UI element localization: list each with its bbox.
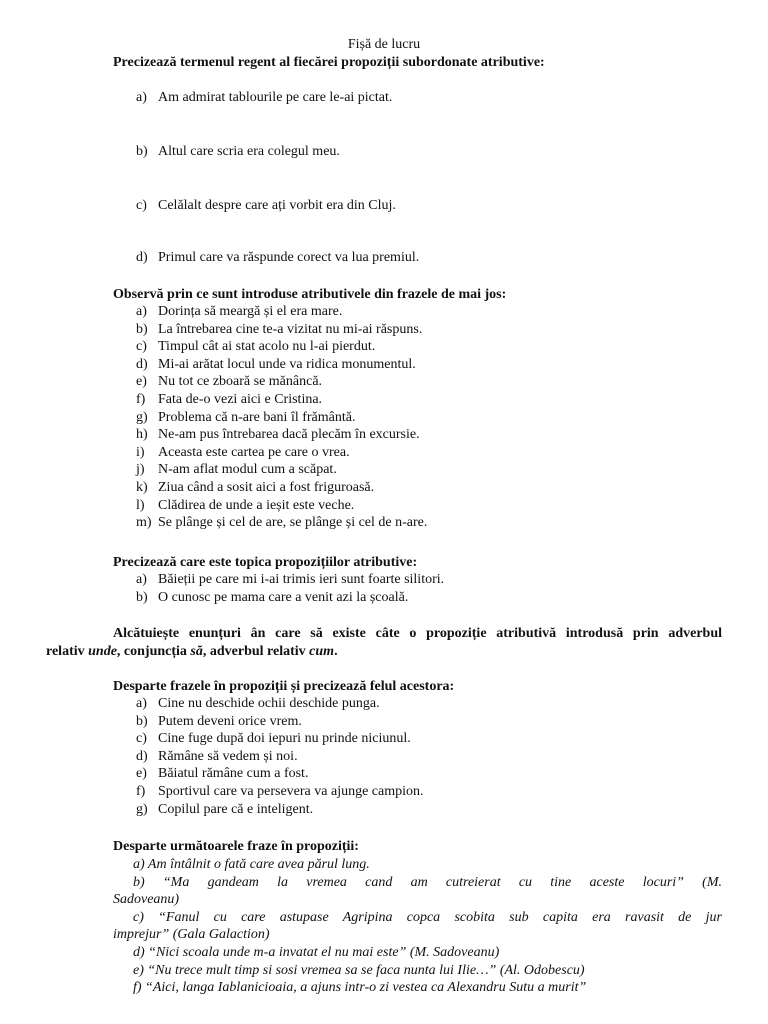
item-text: Fata de-o vezi aici e Cristina. — [158, 391, 323, 407]
list-item — [136, 571, 444, 589]
sentence-e: e) “Nu trece mult timp si sosi vremea sa se faca nunta lui Ilie…” (Al. Odobescu) — [133, 962, 585, 978]
list-item — [136, 514, 427, 532]
item-marker: f) — [136, 391, 146, 407]
exercise-6-list — [113, 856, 722, 997]
item-marker: e) — [136, 766, 147, 782]
list-item — [136, 356, 427, 374]
item-marker: c) — [136, 339, 147, 355]
keyword-cum: cum — [309, 643, 335, 659]
item-text: Putem deveni orice vrem. — [158, 713, 302, 729]
item-marker: e) — [136, 374, 147, 390]
exercise-2-list — [136, 303, 427, 532]
item-text: Cine nu deschide ochii deschide punga. — [158, 696, 380, 711]
exercise-1-item-a — [136, 89, 392, 107]
item-text: Dorința să meargă și el era mare. — [158, 304, 343, 319]
instruction-line-1: Alcătuiește enunțuri ân care să existe câte o propoziție atributivă introdusă prin adverbul — [113, 626, 722, 641]
item-text: N-am aflat modul cum a scăpat. — [158, 462, 337, 478]
item-marker: g) — [136, 409, 148, 425]
item-marker: m) — [136, 515, 152, 531]
item-text: Aceasta este cartea pe care o vrea. — [158, 444, 350, 460]
exercise-4-instruction — [46, 625, 722, 660]
item-text: Celălalt despre care ați vorbit era din Cluj. — [158, 198, 396, 213]
sentence-b-line-2: Sadoveanu) — [113, 892, 180, 908]
item-marker: b) — [136, 321, 148, 337]
instruction-line-2 — [46, 643, 655, 661]
list-item — [136, 497, 427, 515]
item-text: Nu tot ce zboară se mănâncă. — [158, 374, 323, 390]
item-text: O cunosc pe mama care a venit azi la școală. — [158, 589, 409, 605]
item-marker: b) — [136, 589, 148, 605]
item-text: Sportivul care va persevera va ajunge campion. — [158, 783, 424, 799]
list-item — [136, 730, 424, 748]
keyword-unde: unde — [88, 643, 117, 659]
item-marker: d) — [136, 748, 148, 764]
item-text: Clădirea de unde a ieșit este veche. — [158, 497, 355, 513]
list-item — [136, 713, 424, 731]
sentence-a: a) Am întâlnit o fată care avea părul lung. — [133, 857, 370, 872]
list-item — [136, 321, 427, 339]
item-marker: d) — [136, 250, 148, 265]
item-text: Băieții pe care mi i-ai trimis ieri sunt foarte silitori. — [158, 572, 445, 587]
item-marker: a) — [136, 304, 147, 319]
item-text: Primul care va răspunde corect va lua premiul. — [158, 250, 420, 265]
item-text: Băiatul rămâne cum a fost. — [158, 766, 309, 782]
item-text: Se plânge și cel de are, se plânge și cel de n-are. — [158, 515, 428, 531]
item-marker: j) — [136, 462, 145, 478]
item-marker: k) — [136, 479, 148, 495]
exercise-6-heading: Desparte următoarele fraze în propoziții: — [113, 839, 359, 854]
list-item — [136, 444, 427, 462]
list-item — [136, 589, 444, 607]
item-marker: c) — [136, 731, 147, 747]
exercise-3-heading: Precizează care este topica propozițiilor atributive: — [113, 555, 418, 570]
list-item — [136, 801, 424, 819]
list-item — [136, 765, 424, 783]
instruction-text: , adverbul relativ — [202, 643, 310, 659]
list-item — [136, 479, 427, 497]
item-text: Ziua când a sosit aici a fost friguroasă. — [158, 479, 375, 495]
list-item — [136, 409, 427, 427]
instruction-text: , conjuncția — [116, 643, 191, 659]
list-item — [136, 461, 427, 479]
item-text: La întrebarea cine te-a vizitat nu mi-ai răspuns. — [158, 321, 423, 337]
list-item — [136, 338, 427, 356]
exercise-1-heading: Precizează termenul regent al fiecărei propoziții subordonate atributive: — [113, 55, 545, 70]
instruction-text: relativ — [46, 643, 89, 659]
list-item — [136, 373, 427, 391]
page-title: Fișă de lucru — [347, 37, 421, 52]
exercise-1-item-d — [136, 249, 419, 267]
exercise-3-list — [136, 571, 444, 606]
list-item — [136, 783, 424, 801]
item-text: Timpul cât ai stat acolo nu l-ai pierdut. — [158, 339, 376, 355]
instruction-text: . — [334, 643, 338, 659]
list-item — [136, 695, 424, 713]
item-marker: a) — [136, 696, 147, 711]
exercise-5-list — [136, 695, 424, 818]
keyword-sa: să — [190, 643, 203, 659]
list-item — [136, 391, 427, 409]
item-text: Mi-ai arătat locul unde va ridica monumentul. — [158, 356, 416, 372]
item-text: Cine fuge după doi iepuri nu prinde niciunul. — [158, 731, 411, 747]
exercise-5-heading: Desparte frazele în propoziții și precizează felul acestora: — [113, 679, 455, 694]
item-text: Am admirat tablourile pe care le-ai pictat. — [158, 90, 393, 105]
sentence-c-line-2: imprejur” (Gala Galaction) — [113, 927, 270, 943]
exercise-2-heading: Observă prin ce sunt introduse atributivele din frazele de mai jos: — [113, 287, 507, 302]
item-marker: h) — [136, 427, 148, 443]
sentence-d: d) “Nici scoala unde m-a invatat el nu mai este” (M. Sadoveanu) — [133, 944, 500, 960]
list-item — [136, 748, 424, 766]
item-marker: b) — [136, 144, 148, 159]
list-item — [136, 426, 427, 444]
item-text: Rămâne să vedem și noi. — [158, 748, 298, 764]
sentence-b-line-1: b) “Ma gandeam la vremea cand am cutreierat cu tine aceste locuri” (M. — [133, 874, 722, 890]
item-marker: a) — [136, 572, 147, 587]
item-marker: a) — [136, 90, 147, 105]
item-marker: d) — [136, 356, 148, 372]
item-text: Ne-am pus întrebarea dacă plecăm în excursie. — [158, 427, 420, 443]
item-text: Altul care scria era colegul meu. — [158, 144, 340, 159]
item-marker: g) — [136, 801, 148, 817]
item-marker: c) — [136, 198, 147, 213]
sentence-c-line-1: c) “Fanul cu care astupase Agripina copca scobita sub capita era ravasit de jur — [133, 909, 722, 925]
item-marker: f) — [136, 783, 146, 799]
item-marker: l) — [136, 497, 145, 513]
item-text: Problema că n-are bani îl frământă. — [158, 409, 356, 425]
item-marker: i) — [136, 444, 145, 460]
sentence-f: f) “Aici, langa Iablanicioaia, a ajuns intr-o zi vestea ca Alexandru Sutu a murit” — [133, 980, 587, 996]
exercise-1-item-c — [136, 197, 396, 215]
exercise-1-item-b — [136, 143, 340, 161]
item-text: Copilul pare că e inteligent. — [158, 801, 314, 817]
list-item — [136, 303, 427, 321]
item-marker: b) — [136, 713, 148, 729]
